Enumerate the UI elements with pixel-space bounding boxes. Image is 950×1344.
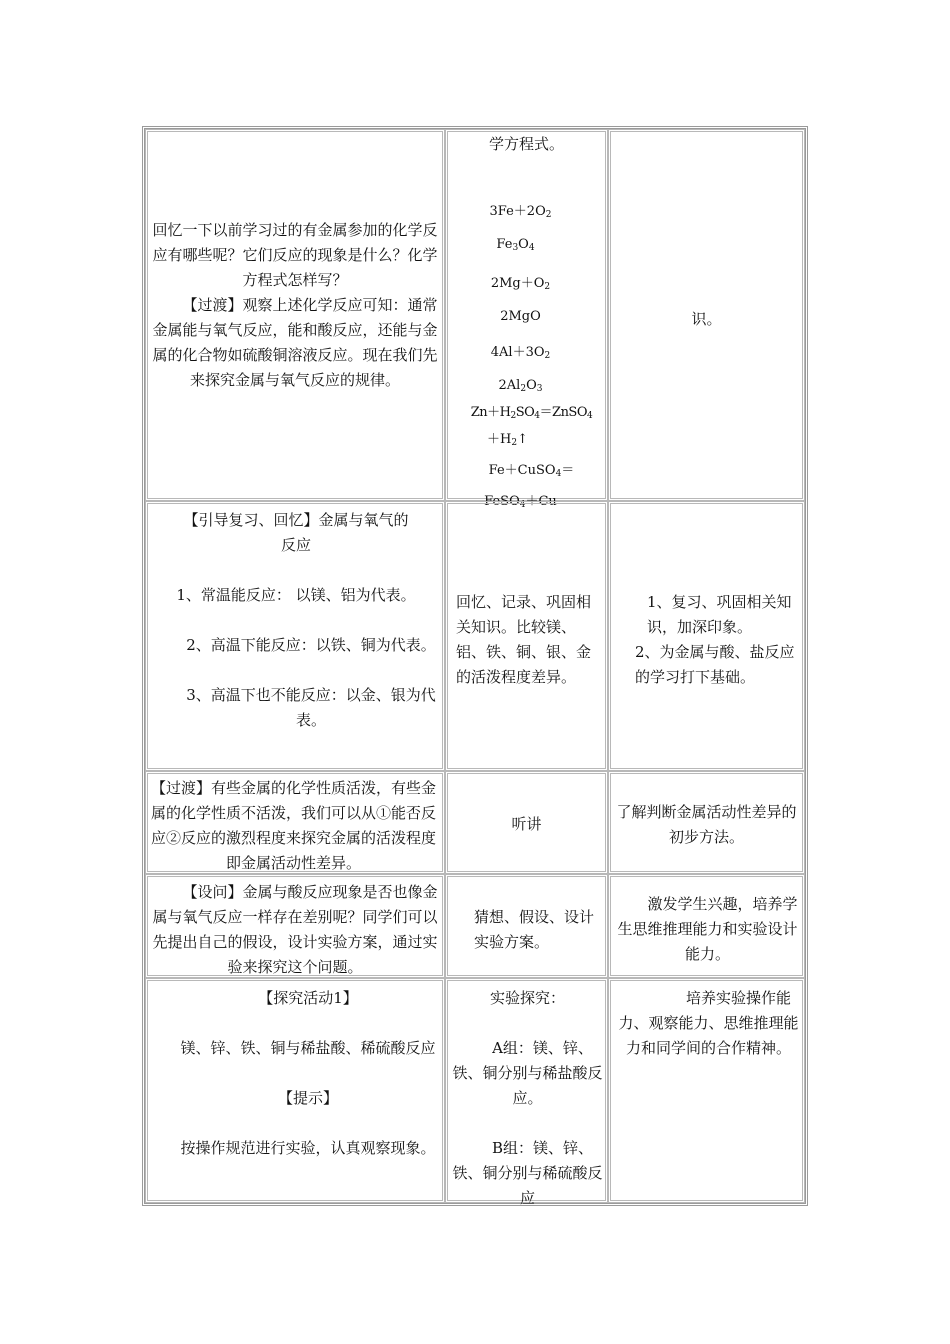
- row5-experiment-title: 实验探究：: [489, 989, 565, 1007]
- row2-purpose-1: 1、复习、巩固相关知识，加深印象。: [647, 593, 792, 636]
- equation-feso4-cu: FeSO$_4$＋Cu: [484, 494, 557, 510]
- row2-student-text: 回忆、记录、巩固相关知识。比较镁、铝、铁、铜、银、金的活泼程度差异。: [456, 593, 592, 686]
- row2-room-temp: 1、常温能反应： 以镁、铝为代表。: [176, 586, 416, 604]
- equation-fe3o4: $Fe_3O_4$: [496, 237, 535, 253]
- equation-list: [448, 200, 605, 517]
- row1-student-cell: [445, 129, 608, 510]
- row5-activity-desc: 镁、锌、铁、铜与稀盐酸、稀硫酸反应: [180, 1039, 436, 1057]
- row3-student-cell: [445, 771, 608, 874]
- row2-high-temp: 2、高温下能反应：以铁、铜为代表。: [186, 636, 436, 654]
- row2-student-cell: [445, 501, 608, 771]
- row2-review-heading: 【引导复习、回忆】金属与氧气的反应: [183, 511, 409, 554]
- row1-purpose-text: 识。: [691, 310, 722, 328]
- row4-student-text: 猜想、假设、设计实验方案。: [474, 908, 595, 951]
- equation-al-o2: $4Al+3O_2$: [490, 345, 551, 361]
- row4-teacher-cell: [145, 874, 445, 978]
- equation-al2o3: $2Al_2O_3$: [498, 378, 543, 394]
- row2-purpose-2: 2、为金属与酸、盐反应的学习打下基础。: [635, 643, 795, 686]
- row5-hint-text: 按操作规范进行实验，认真观察现象。: [180, 1139, 436, 1157]
- row2-teacher-cell: [145, 501, 445, 771]
- row5-activity-title: 【探究活动1】: [258, 989, 358, 1007]
- row5-group-b: B组：镁、锌、铁、铜分别与稀硫酸反应: [452, 1139, 603, 1207]
- row1-transition-text: 【过渡】观察上述化学反应可知：通常金属能与氧气反应，能和酸反应，还能与金属的化合物如硫酸铜溶液反应。现在我们先来探究金属与氧气反应的规律。: [152, 296, 438, 389]
- row2-purpose-cell: [608, 501, 805, 771]
- row5-student-cell: [445, 978, 608, 1207]
- row5-group-a: A组：镁、锌、铁、铜分别与稀盐酸反应。: [452, 1039, 603, 1107]
- row1-purpose-cell: [608, 129, 805, 501]
- row1-student-text: 学方程式。: [488, 135, 564, 153]
- row5-purpose-text: 培养实验操作能力、观察能力、思维推理能力和同学间的合作精神。: [618, 989, 799, 1057]
- row2-no-reaction: 3、高温下也不能反应：以金、银为代表。: [186, 686, 436, 729]
- row4-student-cell: [445, 874, 608, 978]
- row5-hint-title: 【提示】: [277, 1089, 338, 1107]
- row3-student-text: 听讲: [511, 815, 542, 833]
- row1-teacher-cell: [145, 129, 445, 501]
- row3-teacher-cell: [145, 771, 445, 874]
- equation-fe-o2: $3Fe+2O_2$: [489, 204, 552, 220]
- row3-purpose-text: 了解判断金属活动性差异的初步方法。: [616, 803, 797, 846]
- row4-purpose-text: 激发学生兴趣，培养学生思维推理能力和实验设计能力。: [617, 895, 798, 963]
- equation-h2-gas: $+H_2↑$: [487, 432, 528, 448]
- row5-purpose-cell: [608, 978, 805, 1203]
- equation-zn-h2so4: $Zn+H_2SO_4=ZnSO_4$: [470, 405, 593, 421]
- row4-question-text: 【设问】金属与酸反应现象是否也像金属与氧气反应一样存在差别呢？同学们可以先提出自己的假设，设计实验方案，通过实验来探究这个问题。: [152, 883, 438, 976]
- row4-purpose-cell: [608, 874, 805, 978]
- row5-teacher-cell: [145, 978, 445, 1203]
- equation-mgo: 2MgO: [500, 309, 541, 324]
- equation-fe-cuso4: Fe＋CuSO$_4$＝: [488, 463, 575, 479]
- row1-recall-question: 回忆一下以前学习过的有金属参加的化学反应有哪些呢？它们反应的现象是什么？化学方程式怎样写？: [152, 221, 438, 289]
- equation-mg-o2: $2Mg+O_2$: [490, 276, 551, 292]
- row3-transition-text: 【过渡】有些金属的化学性质活泼，有些金属的化学性质不活泼，我们可以从①能否反应②反应的激烈程度来探究金属的活泼程度即金属活动性差异。: [151, 779, 437, 872]
- row3-purpose-cell: [608, 771, 805, 874]
